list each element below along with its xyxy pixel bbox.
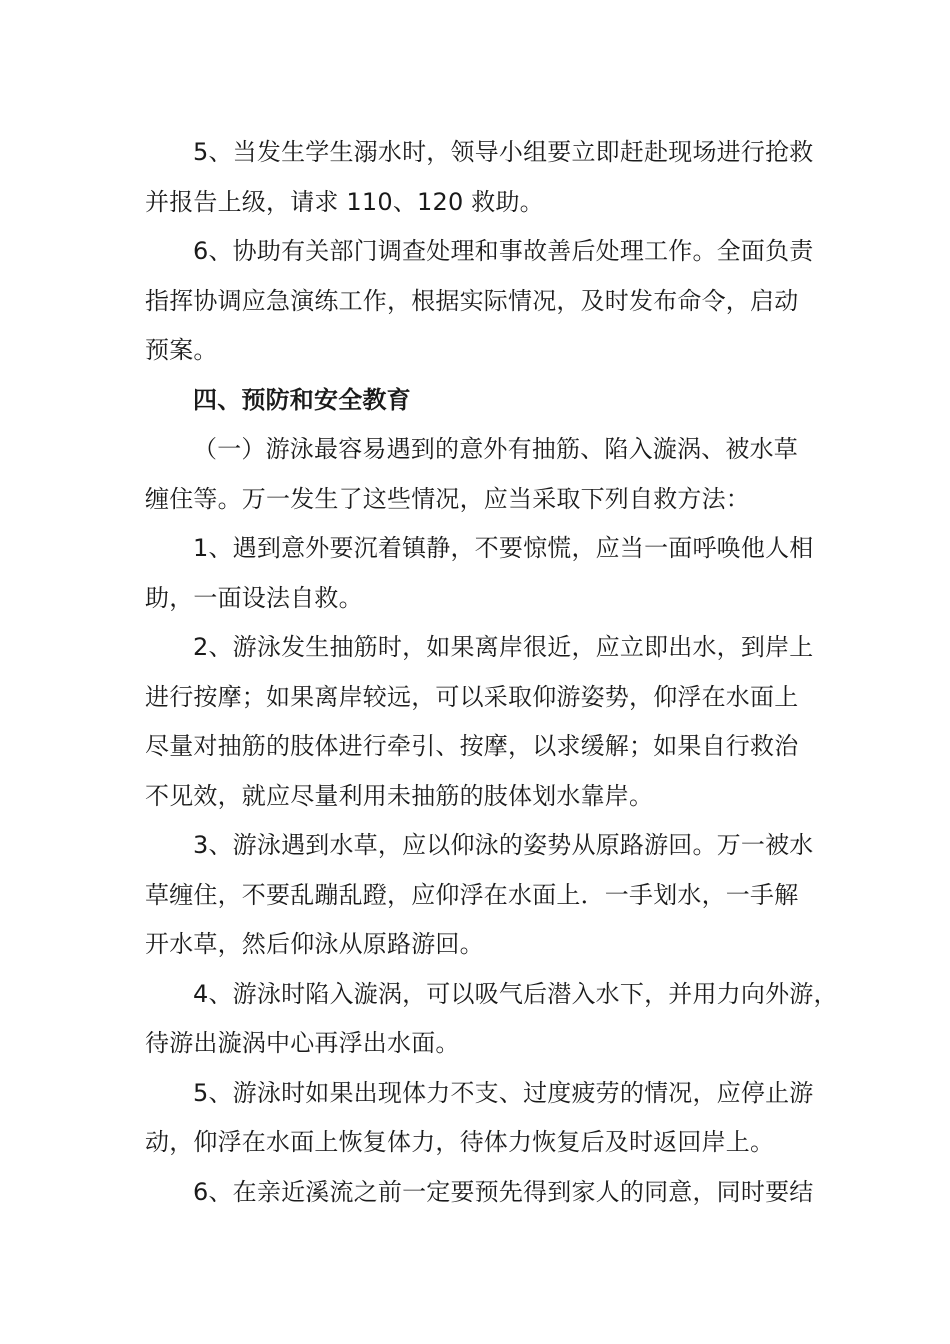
item-5-line-2: 动，仰浮在水面上恢复体力，待体力恢复后及时返回岸上。 xyxy=(145,1128,775,1156)
subsection-intro-line-1: （一）游泳最容易遇到的意外有抽筋、陷入漩涡、被水草 xyxy=(193,435,798,463)
document-body xyxy=(145,128,838,1217)
item-4-line-1: 4、游泳时陷入漩涡，可以吸气后潜入水下，并用力向外游， xyxy=(193,979,838,1008)
item-4-line-2: 待游出漩涡中心再浮出水面。 xyxy=(145,1029,460,1057)
item-5-line-1: 5、游泳时如果出现体力不支、过度疲劳的情况，应停止游 xyxy=(193,1078,814,1107)
item-2-line-1: 2、游泳发生抽筋时，如果离岸很近，应立即出水，到岸上 xyxy=(193,633,814,661)
item-6-line-1: 6、在亲近溪流之前一定要预先得到家人的同意，同时要结 xyxy=(193,1177,814,1206)
item-2-line-3: 尽量对抽筋的肢体进行牵引、按摩，以求缓解；如果自行救治 xyxy=(145,732,799,760)
item-2-line-2: 进行按摩；如果离岸较远，可以采取仰游姿势，仰浮在水面上 xyxy=(145,682,799,711)
item-3-line-3: 开水草，然后仰泳从原路游回。 xyxy=(145,930,484,958)
subsection-intro-line-2: 缠住等。万一发生了这些情况，应当采取下列自救方法： xyxy=(145,484,750,513)
item-2-line-4: 不见效，就应尽量利用未抽筋的肢体划水靠岸。 xyxy=(145,781,654,810)
paragraph-6-line-3: 预案。 xyxy=(145,336,218,364)
item-3-line-1: 3、游泳遇到水草，应以仰泳的姿势从原路游回。万一被水 xyxy=(193,831,814,859)
item-1-line-2: 助，一面设法自救。 xyxy=(145,583,363,612)
paragraph-5-line-2: 并报告上级，请求 110、120 救助。 xyxy=(145,187,544,216)
section-heading: 四、预防和安全教育 xyxy=(193,385,411,414)
paragraph-6-line-1: 6、协助有关部门调查处理和事故善后处理工作。全面负责 xyxy=(193,237,814,265)
paragraph-5-line-1: 5、当发生学生溺水时，领导小组要立即赶赴现场进行抢救 xyxy=(193,138,814,166)
paragraph-6-line-2: 指挥协调应急演练工作，根据实际情况，及时发布命令，启动 xyxy=(145,286,799,315)
item-3-line-2: 草缠住，不要乱蹦乱蹬，应仰浮在水面上．一手划水，一手解 xyxy=(145,880,799,909)
item-1-line-1: 1、遇到意外要沉着镇静，不要惊慌，应当一面呼唤他人相 xyxy=(193,534,814,562)
